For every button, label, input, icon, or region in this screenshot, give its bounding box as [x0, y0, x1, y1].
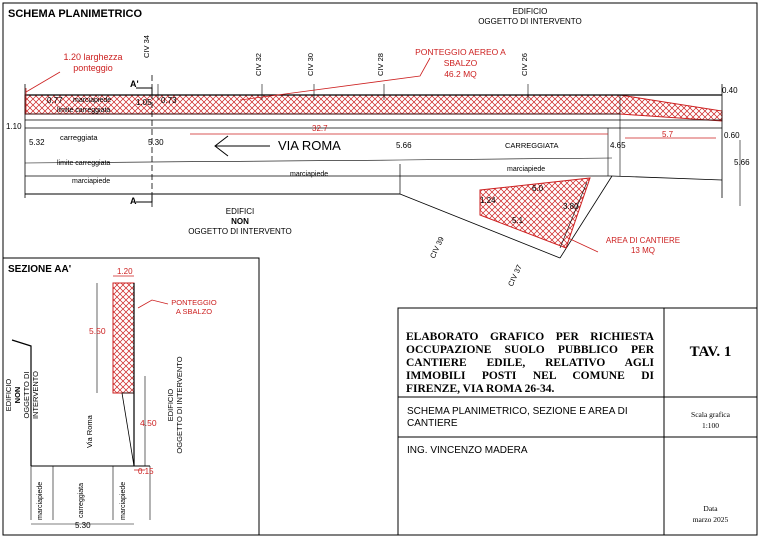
ponteggio-area — [25, 95, 722, 121]
section-dim-5-50: 5.50 — [89, 326, 106, 336]
titleblock-scale-value: 1:100 — [701, 421, 720, 430]
titleblock-date-label: Data — [703, 504, 718, 513]
section-dim-0-15: 0.15 — [138, 467, 154, 476]
dim-4-65: 4.65 — [610, 141, 626, 150]
section-ponteggio-label: PONTEGGIO A SBALZO — [171, 298, 217, 316]
label-carreggiata-caps: CARREGGIATA — [505, 141, 559, 150]
titleblock-main-text: ELABORATO GRAFICO PER RICHIESTA OCCUPAZIONE SUOLO PUBBLICO PER CANTIERE EDILE, RELATIVO AGLI IMMOBILI POSTI NEL COMUNE DI FIRENZE, VIA ROMA 26-34. — [406, 331, 654, 395]
dim-5-66-right: 5.66 — [734, 158, 750, 167]
dim-1-10: 1.10 — [6, 122, 22, 131]
titleblock-subtitle: SCHEMA PLANIMETRICO, SEZIONE E AREA DI CANTIERE — [407, 406, 628, 429]
civ-37: CIV 37 — [506, 263, 524, 288]
plan-title: SCHEMA PLANIMETRICO — [8, 8, 143, 20]
section-bottom-left: marciapiede — [37, 481, 44, 520]
section-street: Via Roma — [85, 415, 94, 448]
ponteggio-width-note: 1.20 larghezza ponteggio — [63, 52, 123, 73]
label-marciapiede-bottom-right: marciapiede — [507, 166, 546, 173]
section-dim-1-20: 1.20 — [117, 267, 133, 276]
section-mark-top: A' — [130, 79, 139, 89]
label-carreggiata-left: carreggiata — [60, 133, 98, 142]
titleblock-engineer: ING. VINCENZO MADERA — [407, 445, 528, 456]
dim-5-30-plan: 5.30 — [148, 138, 164, 147]
edifici-bottom-label: EDIFICI NON OGGETTO DI INTERVENTO — [188, 207, 292, 236]
section-ponteggio — [113, 283, 134, 393]
edificio-top-label: EDIFICIO OGGETTO DI INTERVENTO — [478, 7, 582, 26]
dim-1-05: 1.05 — [136, 98, 152, 107]
civ-30: CIV 30 — [306, 53, 315, 76]
civ-28: CIV 28 — [376, 53, 385, 76]
section-left-building: EDIFICIO NON OGGETTO DI INTERVENTO — [4, 370, 40, 420]
section-dim-4-50: 4.50 — [140, 418, 157, 428]
section-title: SEZIONE AA' — [8, 264, 72, 275]
dim-6-0: 6.0 — [532, 184, 544, 193]
section-bottom-right: marciapiede — [120, 481, 127, 520]
street-name: VIA ROMA — [278, 138, 341, 153]
dim-0-40: 0.40 — [722, 86, 738, 95]
dim-5-1: 5.1 — [512, 216, 524, 225]
label-limite-top: limite carreggiata — [57, 107, 111, 114]
dim-0-60: 0.60 — [724, 131, 740, 140]
ponteggio-label: PONTEGGIO AEREO A SBALZO 46.2 MQ — [415, 47, 506, 79]
label-marciapiede-top: marciapiede — [73, 97, 112, 104]
section-bottom-mid: carreggiata — [78, 482, 85, 518]
dim-3-80: 3.80 — [563, 202, 579, 211]
dim-5-32: 5.32 — [29, 138, 45, 147]
section-right-building: EDIFICIO OGGETTO DI INTERVENTO — [166, 356, 184, 454]
section-dim-5-30: 5.30 — [75, 521, 91, 530]
titleblock-date-value: marzo 2025 — [692, 515, 729, 524]
civ-34: CIV 34 — [142, 35, 151, 58]
section-mark-bottom: A — [130, 196, 137, 206]
dim-0-77: 0.77 — [47, 96, 63, 105]
civ-26: CIV 26 — [520, 53, 529, 76]
titleblock-scale-label: Scala grafica — [691, 410, 730, 419]
label-marciapiede-bottom-left: marciapiede — [72, 178, 111, 185]
dim-5-7-label: 5.7 — [662, 130, 674, 139]
label-marciapiede-bottom-mid: marciapiede — [290, 171, 329, 178]
civ-32: CIV 32 — [254, 53, 263, 76]
area-cantiere-label: AREA DI CANTIERE 13 MQ — [605, 236, 681, 255]
dim-5-66: 5.66 — [396, 141, 412, 150]
dim-0-73: 0.73 — [161, 96, 177, 105]
titleblock-tav: TAV. 1 — [689, 344, 732, 360]
dim-1-24: 1.24 — [480, 196, 496, 205]
label-limite-bottom: limite carreggiata — [57, 160, 111, 167]
dim-32-7-label: 32.7 — [312, 124, 328, 133]
civ-39: CIV 39 — [428, 235, 446, 260]
